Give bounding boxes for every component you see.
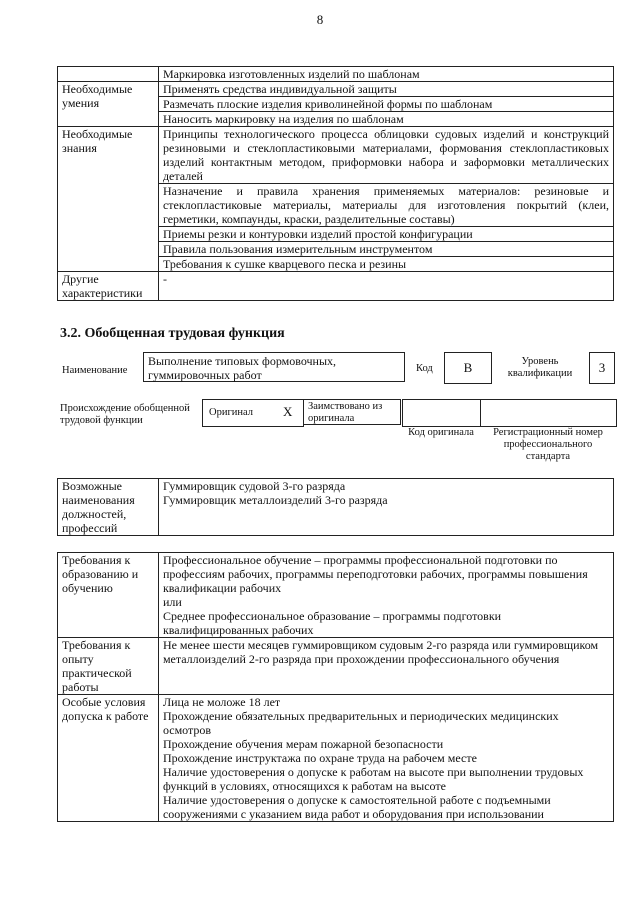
conditions-label: Особые условия допуска к работе (58, 695, 159, 822)
name-value: Выполнение типовых формовочных, гуммировочных работ (143, 352, 405, 382)
knowledge-label: Необходимые знания (58, 127, 159, 272)
requirements-table (57, 552, 614, 822)
code-label: Код (416, 363, 433, 374)
skills-label: Необходимые умения (58, 82, 159, 127)
table-row (58, 479, 614, 536)
list-item: Принципы технологического процесса облицовки судовых изделий и конструкций резиновыми и стеклопластиковыми материалами, формования стеклопластиковых изделий контактным методом, приформовки набора и заформовки металлических деталей (158, 127, 613, 184)
borrowed-label: Заимствовано из оригинала (303, 399, 401, 425)
section-title: 3.2. Обобщенная трудовая функция (60, 326, 285, 341)
level-label: Уровень квалификации (507, 356, 573, 379)
page-number: 8 (316, 12, 324, 27)
original-label: Оригинал (209, 407, 253, 418)
original-box (202, 399, 304, 427)
list-item: Прохождение инструктажа по охране труда на рабочем месте (162, 751, 477, 765)
education-label: Требования к образованию и обучению (58, 553, 159, 638)
list-item: Прохождение обязательных предварительных и периодических медицинских осмотров (162, 709, 559, 737)
positions-values (158, 479, 613, 536)
table-row (58, 638, 614, 695)
list-item: Профессиональное обучение – программы профессиональной подготовки по профессиям рабочих, программы переподготовки рабочих, программы повышения квалификации рабочих (162, 553, 588, 595)
positions-table (57, 478, 614, 536)
list-item: Размечать плоские изделия криволинейной формы по шаблонам (158, 97, 613, 112)
list-item: Среднее профессиональное образование – программы подготовки квалифицированных рабочих (162, 609, 502, 637)
empty-cell (58, 67, 159, 82)
table-row (58, 695, 614, 822)
list-item: Наличие удостоверения о допуске к работам на высоте при выполнении трудовых функций в условиях, относящихся к работам на высоте (162, 765, 584, 793)
code-value: B (444, 352, 492, 384)
list-item: Гуммировщик металлоизделий 3-го разряда (162, 493, 388, 507)
experience-label: Требования к опыту практической работы (58, 638, 159, 695)
list-item: Требования к сушке кварцевого песка и резины (158, 257, 613, 272)
experience-value: Не менее шести месяцев гуммировщиком судовым 2-го разряда или гуммировщиком металлоизделий 2-го разряда при прохождении профессионального обучения (158, 638, 613, 695)
list-item: Гуммировщик судовой 3-го разряда (162, 479, 346, 493)
table-row (58, 553, 614, 638)
list-item: Прохождение обучения мерам пожарной безопасности (162, 737, 444, 751)
list-item: Приемы резки и контуровки изделий простой конфигурации (158, 227, 613, 242)
code-original-box (402, 399, 481, 427)
table-row (58, 82, 614, 97)
conditions-values (158, 695, 613, 822)
reg-number-caption: Регистрационный номер профессионального стандарта (493, 427, 603, 462)
table-row (58, 67, 614, 82)
code-original-caption: Код оригинала (408, 427, 474, 438)
list-item: Лица не моложе 18 лет (162, 695, 281, 709)
other-label: Другие характеристики (58, 272, 159, 301)
origin-label: Происхождение обобщенной трудовой функции (60, 403, 190, 426)
list-item: Применять средства индивидуальной защиты (158, 82, 613, 97)
reg-number-box (480, 399, 617, 427)
list-item: Наносить маркировку на изделия по шаблонам (158, 112, 613, 127)
list-item: Правила пользования измерительным инструментом (158, 242, 613, 257)
original-mark: X (283, 404, 293, 419)
name-label: Наименование (62, 365, 128, 376)
skills-knowledge-table (57, 66, 614, 301)
education-values (158, 553, 613, 638)
list-item: Наличие удостоверения о допуске к самостоятельной работе с подъемными сооружениями с указанием вида работ и оборудования при использовании (162, 793, 551, 821)
other-value: - (158, 272, 613, 301)
table-row (58, 127, 614, 184)
positions-label: Возможные наименования должностей, профессий (58, 479, 159, 536)
list-item: Маркировка изготовленных изделий по шаблонам (158, 67, 613, 82)
list-item: или (162, 595, 182, 609)
level-value: 3 (589, 352, 615, 384)
list-item: Назначение и правила хранения применяемых материалов: резиновые и стеклопластиковые материалы, материалы для изготовления покрытий (клеи, герметики, компаунды, краски, разделительные составы) (158, 184, 613, 227)
table-row (58, 272, 614, 301)
